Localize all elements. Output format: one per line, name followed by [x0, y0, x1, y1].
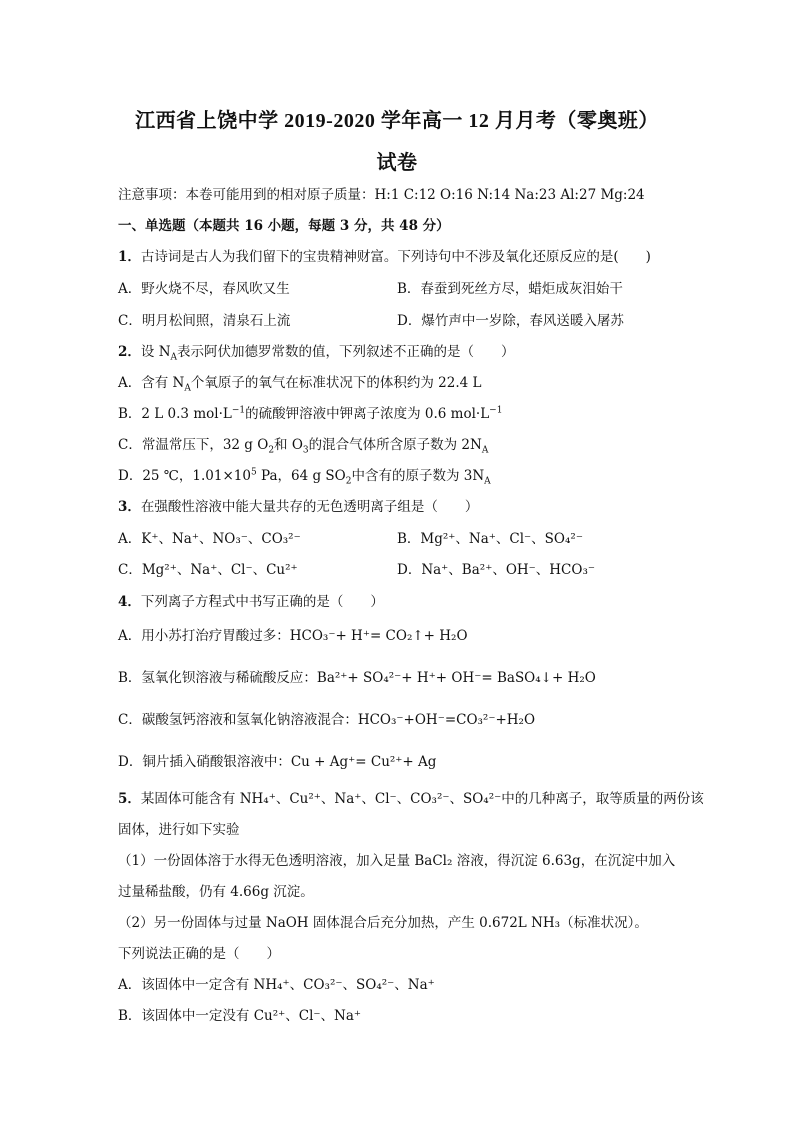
question-number: 5． — [118, 791, 141, 807]
question-text: 古诗词是古人为我们留下的宝贵精神财富。下列诗句中不涉及氧化还原反应的是( ) — [140, 249, 651, 265]
option-part: 和 O — [274, 437, 303, 453]
question-1-stem — [118, 248, 651, 266]
question-5-ask: 下列说法正确的是（ ） — [118, 946, 280, 962]
question-2-stem — [118, 343, 515, 361]
question-4-option-c: C．碳酸氢钙溶液和氢氧化钠溶液混合：HCO₃⁻+OH⁻=CO₃²⁻+H₂O — [118, 712, 536, 728]
subscript: 2 — [268, 445, 275, 456]
question-2-option-b — [118, 405, 502, 423]
question-5-option-b: B．该固体中一定没有 Cu²⁺、Cl⁻、Na⁺ — [118, 1008, 362, 1024]
subscript: 2 — [345, 476, 352, 487]
question-number: 4． — [118, 594, 141, 610]
section-heading: 一、单选题（本题共 16 小题，每题 3 分，共 48 分） — [118, 218, 450, 234]
question-1-option-d: D．爆竹声中一岁除，春风送暖入屠苏 — [397, 313, 624, 329]
question-4-stem — [118, 593, 384, 611]
question-1-option-b: B．春蚕到死丝方尽，蜡炬成灰泪始干 — [397, 281, 623, 297]
question-5-stem-cont: 固体，进行如下实验 — [118, 822, 240, 838]
question-5-experiment-1-cont: 过量稀盐酸，仍有 4.66g 沉淀。 — [118, 884, 314, 900]
question-2-option-d — [118, 467, 491, 485]
question-3-option-a: A．K⁺、Na⁺、NO₃⁻、CO₃²⁻ — [118, 531, 301, 547]
superscript: 5 — [250, 467, 257, 478]
option-part: 的混合气体所含原子数为 2N — [308, 437, 482, 453]
option-part: Pa，64 g SO — [256, 468, 346, 484]
question-4-option-d: D．铜片插入硝酸银溶液中：Cu + Ag⁺= Cu²⁺+ Ag — [118, 754, 437, 770]
question-number: 1． — [118, 249, 141, 265]
question-4-option-b: B．氢氧化钡溶液与稀硫酸反应：Ba²⁺+ SO₄²⁻+ H⁺+ OH⁻= BaSO₄↓+ H₂O — [118, 670, 596, 686]
option-part: B．2 L 0.3 mol·L — [118, 406, 232, 422]
stem-part: 表示阿伏加德罗常数的值，下列叙述不正确的是（ ） — [177, 344, 515, 360]
question-5-option-a: A．该固体中一定含有 NH₄⁺、CO₃²⁻、SO₄²⁻、Na⁺ — [118, 977, 435, 993]
question-5-experiment-1: （1）一份固体溶于水得无色透明溶液，加入足量 BaCl₂ 溶液，得沉淀 6.63g，在沉淀中加入 — [118, 853, 676, 869]
question-4-option-a: A．用小苏打治疗胃酸过多：HCO₃⁻+ H⁺= CO₂↑+ H₂O — [118, 628, 468, 644]
subscript: A — [170, 352, 178, 363]
notice-text: 注意事项：本卷可能用到的相对原子质量：H:1 C:12 O:16 N:14 Na:23 Al:27 Mg:24 — [118, 187, 645, 203]
question-5-experiment-2: （2）另一份固体与过量 NaOH 固体混合后充分加热，产生 0.672L NH₃（标准状况）。 — [118, 915, 648, 931]
question-2-option-c — [118, 436, 488, 454]
question-3-option-c: C．Mg²⁺、Na⁺、Cl⁻、Cu²⁺ — [118, 562, 298, 578]
question-5-stem — [118, 790, 704, 808]
question-1-option-c: C．明月松间照，清泉石上流 — [118, 313, 291, 329]
question-number: 2． — [118, 344, 141, 360]
exam-title-line1: 江西省上饶中学 2019-2020 学年高一 12 月月考（零奥班） — [135, 110, 659, 132]
subscript: 3 — [302, 445, 309, 456]
question-3-option-b: B．Mg²⁺、Na⁺、Cl⁻、SO₄²⁻ — [397, 531, 583, 547]
subscript: A — [481, 445, 489, 456]
option-part: 个氧原子的氧气在标准状况下的体积约为 22.4 L — [190, 375, 482, 391]
option-part: C．常温常压下，32 g O — [118, 437, 269, 453]
question-2-option-a — [118, 374, 481, 392]
stem-part: 设 N — [140, 344, 171, 360]
question-text: 下列离子方程式中书写正确的是（ ） — [140, 594, 384, 610]
superscript: −1 — [231, 405, 246, 416]
question-text: 某固体可能含有 NH₄⁺、Cu²⁺、Na⁺、Cl⁻、CO₃²⁻、SO₄²⁻中的几种离子，取等质量的两份该 — [140, 791, 704, 807]
question-3-option-d: D．Na⁺、Ba²⁺、OH⁻、HCO₃⁻ — [397, 562, 595, 578]
option-part: A．含有 N — [118, 375, 185, 391]
subscript: A — [184, 383, 191, 394]
subscript: A — [484, 476, 491, 487]
question-text: 在强酸性溶液中能大量共存的无色透明离子组是（ ） — [140, 499, 479, 515]
question-3-stem — [118, 498, 478, 516]
option-part: D．25 ℃，1.01×10 — [118, 468, 251, 484]
question-number: 3． — [118, 499, 141, 515]
option-part: 中含有的原子数为 3N — [351, 468, 485, 484]
superscript: −1 — [489, 405, 503, 416]
option-part: 的硫酸钾溶液中钾离子浓度为 0.6 mol·L — [245, 406, 490, 422]
question-1-option-a: A．野火烧不尽，春风吹又生 — [118, 281, 290, 297]
exam-title-line2: 试卷 — [376, 152, 418, 174]
